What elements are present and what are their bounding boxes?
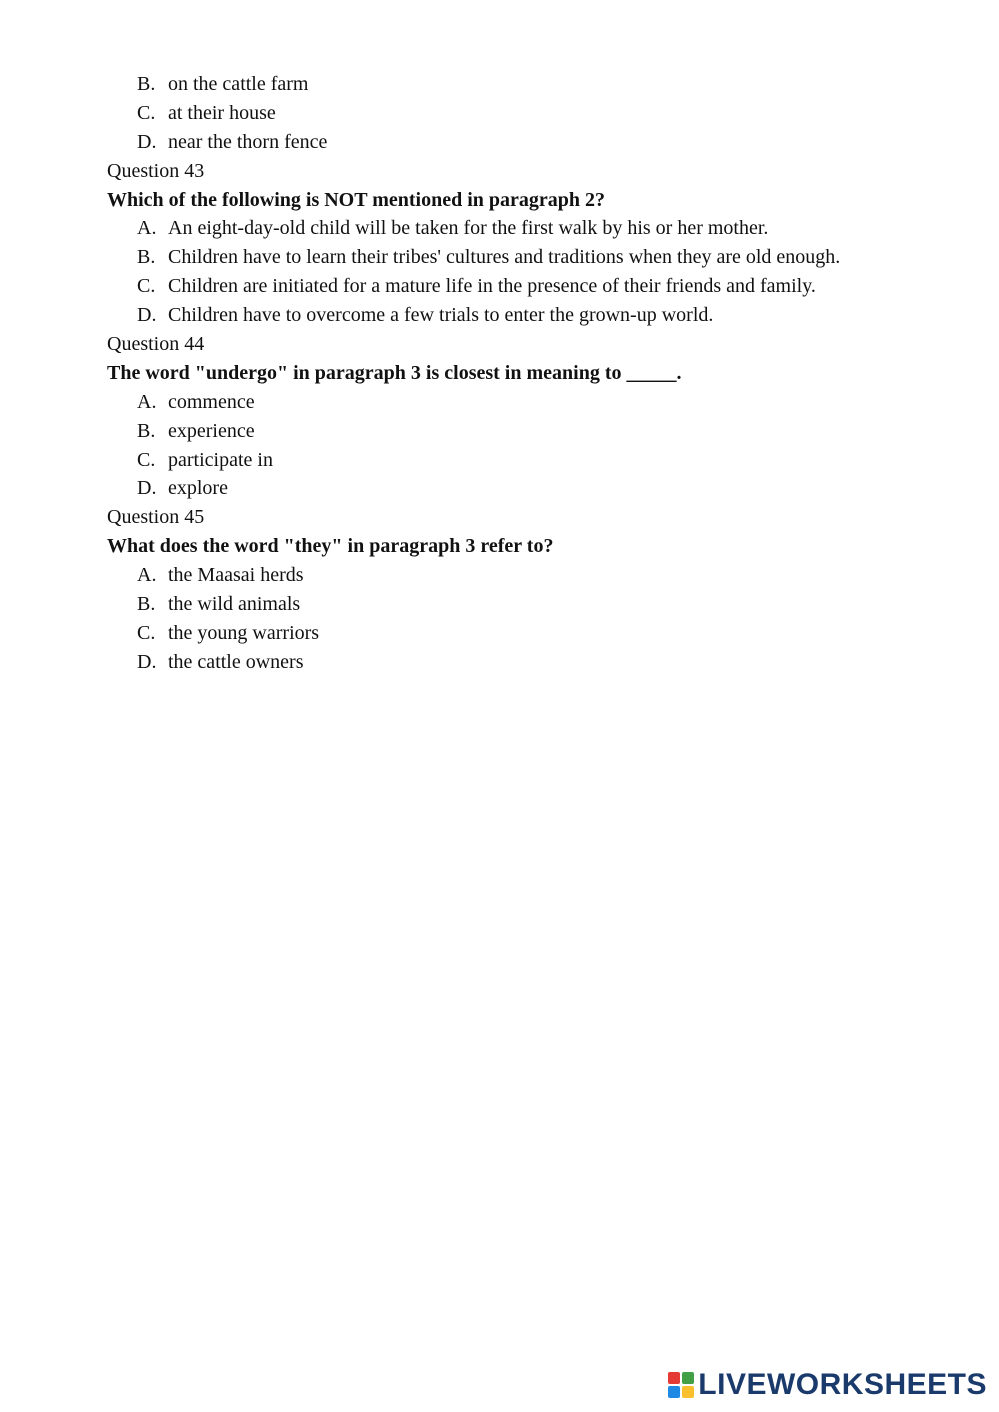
- option-text: near the thorn fence: [168, 131, 328, 153]
- option-text: An eight-day-old child will be taken for the first walk by his or her mother.: [168, 217, 769, 239]
- liveworksheets-logo[interactable]: [668, 1368, 987, 1402]
- option-letter: D.: [137, 651, 157, 673]
- option-letter: A.: [137, 391, 157, 413]
- option-text: participate in: [168, 449, 273, 471]
- option-letter: C.: [137, 449, 156, 471]
- question-label: Question 43: [107, 160, 205, 182]
- option-letter: B.: [137, 593, 156, 615]
- liveworksheets-logo-icon: [668, 1372, 694, 1398]
- logo-square-icon: [668, 1372, 680, 1384]
- question-label: Question 45: [107, 506, 205, 528]
- option-text: experience: [168, 420, 255, 442]
- option-letter: D.: [137, 304, 157, 326]
- option-letter: C.: [137, 102, 156, 124]
- option-letter: C.: [137, 622, 156, 644]
- question-stem: What does the word "they" in paragraph 3 refer to?: [107, 535, 554, 557]
- option-letter: D.: [137, 131, 157, 153]
- option-text: the Maasai herds: [168, 564, 304, 586]
- option-text: the cattle owners: [168, 651, 304, 673]
- option-letter: A.: [137, 564, 157, 586]
- logo-square-icon: [668, 1386, 680, 1398]
- option-text: commence: [168, 391, 255, 413]
- logo-square-icon: [682, 1372, 694, 1384]
- option-text: Children have to overcome a few trials to enter the grown-up world.: [168, 304, 714, 326]
- option-text: the young warriors: [168, 622, 320, 644]
- question-stem: Which of the following is NOT mentioned in paragraph 2?: [107, 189, 606, 211]
- option-text: explore: [168, 477, 228, 499]
- option-letter: B.: [137, 420, 156, 442]
- option-letter: D.: [137, 477, 157, 499]
- option-text: Children have to learn their tribes' cultures and traditions when they are old enough.: [168, 246, 841, 268]
- option-text: the wild animals: [168, 593, 301, 615]
- option-letter: B.: [137, 246, 156, 268]
- option-text: Children are initiated for a mature life in the presence of their friends and family.: [168, 275, 816, 297]
- option-letter: A.: [137, 217, 157, 239]
- logo-wordmark: LIVEWORKSHEETS: [698, 1368, 987, 1401]
- question-stem: The word "undergo" in paragraph 3 is closest in meaning to _____.: [107, 362, 682, 384]
- logo-square-icon: [682, 1386, 694, 1398]
- option-text: at their house: [168, 102, 276, 124]
- option-letter: B.: [137, 73, 156, 95]
- question-label: Question 44: [107, 333, 205, 355]
- option-text: on the cattle farm: [168, 73, 309, 95]
- option-letter: C.: [137, 275, 156, 297]
